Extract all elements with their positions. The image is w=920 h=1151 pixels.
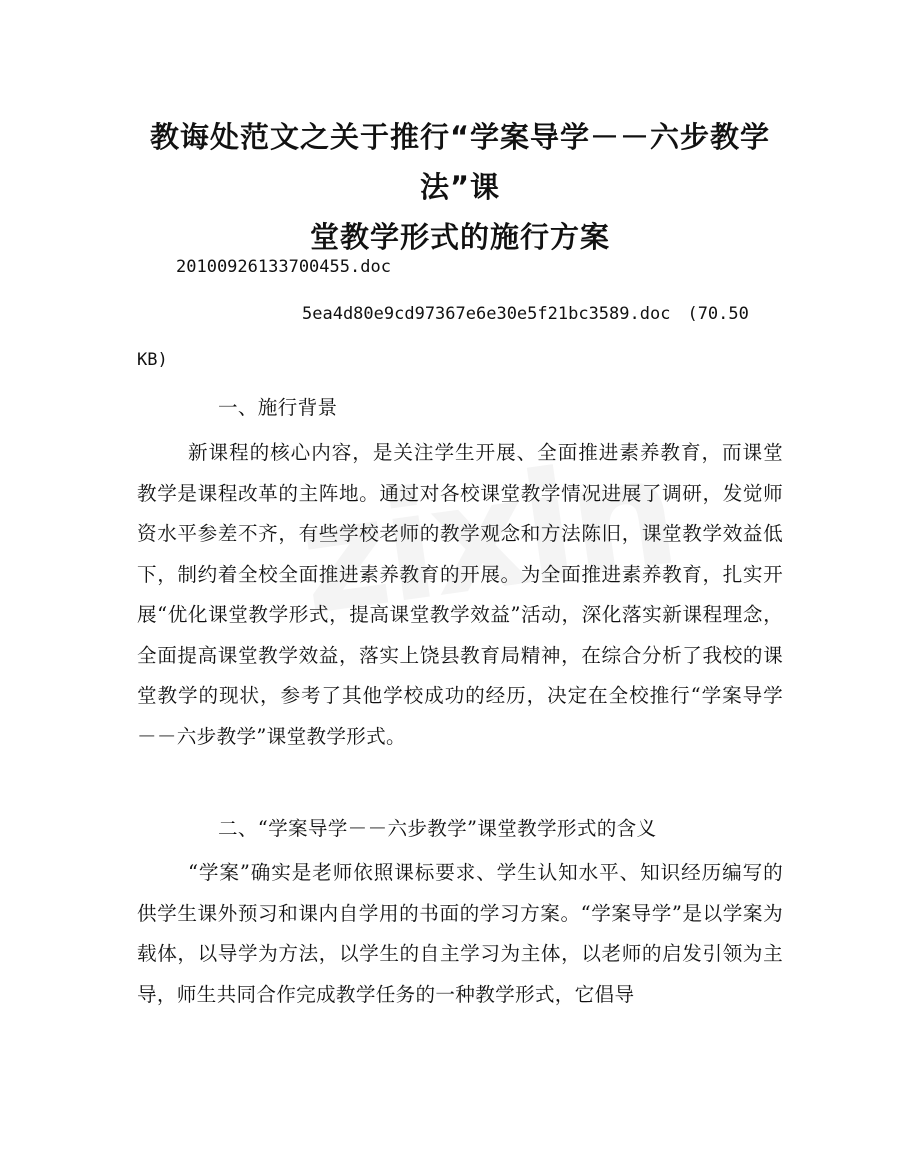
attachment-filename-2: 5ea4d80e9cd97367e6e30e5f21bc3589.doc (70.50 — [302, 304, 749, 324]
attachment-filename-1: 20100926133700455.doc — [176, 257, 391, 277]
attachment-size-suffix: KB) — [137, 350, 168, 370]
title-line-1: 教诲处范文之关于推行“学案导学－－六步教学法”课 — [149, 120, 771, 204]
document-title — [120, 112, 800, 262]
section-1-heading: 一、施行背景 — [218, 396, 338, 419]
section-2-heading: 二、“学案导学－－六步教学”课堂教学形式的含义 — [218, 817, 657, 840]
section-2-paragraph: “学案”确实是老师依照课标要求、学生认知水平、知识经历编写的供学生课外预习和课内自学用的书面的学习方案。“学案导学”是以学案为载体，以导学为方法，以学生的自主学习为主体，以老师的启发引领为主导，师生共同合作完成教学任务的一种教学形式，它倡导 — [137, 861, 783, 1006]
title-line-2: 堂教学形式的施行方案 — [309, 220, 610, 254]
section-1-paragraph: 新课程的核心内容，是关注学生开展、全面推进素养教育，而课堂教学是课程改革的主阵地。通过对各校课堂教学情况进展了调研，发觉师资水平参差不齐，有些学校老师的教学观念和方法陈旧，课堂教学效益低下，制约着全校全面推进素养教育的开展。为全面推进素养教育，扎实开展“优化课堂教学形式，提高课堂教学效益”活动，深化落实新课程理念，全面提高课堂教学效益，落实上饶县教育局精神，在综合分析了我校的课堂教学的现状，参考了其他学校成功的经历，决定在全校推行“学案导学－－六步教学”课堂教学形式。 — [137, 441, 783, 748]
